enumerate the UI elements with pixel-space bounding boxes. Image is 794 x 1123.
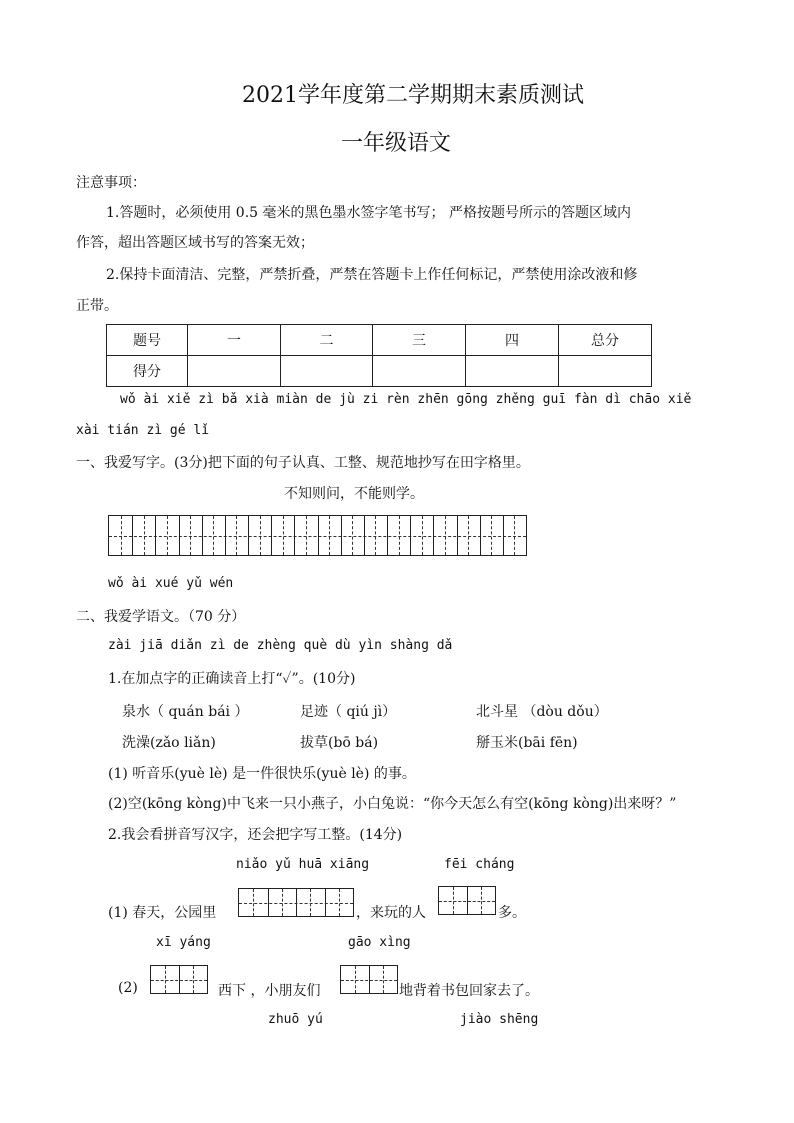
answer-grid-xiyang[interactable] — [150, 965, 208, 994]
score-table — [106, 324, 652, 387]
grid-guide-line — [491, 516, 492, 555]
grid-cell-border — [132, 516, 133, 555]
grid-cell-border — [457, 516, 458, 555]
grid-cell-border — [503, 516, 504, 555]
grid-cell-border — [179, 516, 180, 555]
grid-cell-border — [318, 516, 319, 555]
score-input-cell[interactable] — [559, 356, 652, 387]
section1-pinyin-line-2: xài tián zì gé lǐ — [76, 423, 210, 438]
writing-grid[interactable] — [108, 515, 527, 556]
table-row — [107, 356, 652, 387]
q1-pinyin: zài jiā diǎn zì de zhèng què dù yìn shàng dǎ — [108, 638, 453, 653]
grid-cell-border — [341, 516, 342, 555]
score-input-cell[interactable] — [466, 356, 559, 387]
grid-guide-line — [151, 980, 207, 981]
grid-guide-line — [375, 516, 376, 555]
q2-pinyin: jiào shēng — [460, 1012, 539, 1027]
grid-cell-border — [433, 516, 434, 555]
grid-cell-border — [225, 516, 226, 555]
q2-line1-start: (1) 春天，公园里 — [108, 905, 217, 921]
table-header-cell: 总分 — [559, 325, 652, 356]
q1-sentence-1: (1) 听音乐(yuè lè) 是一件很快乐(yuè lè) 的事。 — [108, 766, 416, 782]
table-header-cell: 四 — [466, 325, 559, 356]
grid-guide-line — [329, 516, 330, 555]
grid-cell-border — [387, 516, 388, 555]
note-1-line-1: 1.答题时，必须使用 0.5 毫米的黑色墨水签字笔书写； 严格按题号所示的答题区域内 — [106, 205, 631, 221]
notes-heading: 注意事项： — [76, 175, 146, 191]
q2-line2-mid: 西下 ，小朋友们 — [218, 983, 321, 999]
q2-pinyin: xī yáng — [156, 935, 211, 950]
table-header-cell: 三 — [373, 325, 466, 356]
grid-guide-line — [306, 516, 307, 555]
q1-item: 足迹（ qiú jì） — [300, 704, 397, 720]
q1-item: 洗澡(zǎo liǎn) — [122, 735, 216, 751]
section1-sentence: 不知则问，不能则学。 — [284, 486, 424, 502]
grid-guide-line — [236, 516, 237, 555]
grid-guide-line — [144, 516, 145, 555]
grid-guide-line — [468, 516, 469, 555]
q2-pinyin: fēi cháng — [444, 857, 515, 872]
q2-line1-mid: ，来玩的人 — [356, 905, 426, 921]
grid-guide-line — [422, 516, 423, 555]
q1-item: 掰玉米(bāi fēn) — [476, 735, 578, 751]
q1-item: 泉水（ quán bái ） — [122, 704, 249, 720]
grid-guide-line — [445, 516, 446, 555]
grid-cell-border — [410, 516, 411, 555]
q2-pinyin: niǎo yǔ huā xiāng — [236, 857, 370, 872]
table-header-cell: 二 — [281, 325, 373, 356]
score-input-cell[interactable] — [188, 356, 281, 387]
score-input-cell[interactable] — [373, 356, 466, 387]
grid-cell-border — [294, 516, 295, 555]
table-header-cell: 一 — [188, 325, 281, 356]
q1-title: 1.在加点字的正确读音上打“✓”。(10分) — [108, 671, 356, 687]
exam-title: 2021学年度第二学期期末素质测试 — [242, 83, 584, 108]
note-2-line-2: 正带。 — [76, 298, 118, 314]
answer-grid-gaoxing[interactable] — [340, 965, 398, 994]
grid-cell-border — [480, 516, 481, 555]
q1-sentence-2: (2)空(kōng kòng)中飞来一只小燕子，小白兔说：“你今天怎么有空(kōng kòng)出来呀？” — [108, 796, 677, 812]
grid-guide-line — [352, 516, 353, 555]
note-1-line-2: 作答，超出答题区域书写的答案无效； — [76, 235, 314, 251]
grid-cell-border — [271, 516, 272, 555]
grid-guide-line — [167, 516, 168, 555]
q2-pinyin: zhuō yú — [268, 1012, 323, 1027]
grid-guide-line — [399, 516, 400, 555]
grid-cell-border — [155, 516, 156, 555]
grid-cell-border — [248, 516, 249, 555]
grid-guide-line — [439, 901, 495, 902]
grid-guide-line — [260, 516, 261, 555]
grid-cell-border — [202, 516, 203, 555]
q2-line1-end: 多。 — [498, 905, 526, 921]
section2-pinyin-heading: wǒ ài xué yǔ wén — [108, 576, 234, 591]
answer-grid-feichang[interactable] — [438, 886, 496, 915]
q1-item: 拔草(bō bá) — [300, 735, 379, 751]
answer-grid-niaoyuhuaxiang[interactable] — [238, 888, 354, 917]
section2-heading: 二、我爱学语文。（70 分） — [76, 609, 246, 625]
grid-guide-line — [121, 516, 122, 555]
grid-guide-line — [341, 980, 397, 981]
grid-guide-line — [239, 903, 353, 904]
grid-cell-border — [364, 516, 365, 555]
grid-guide-line — [190, 516, 191, 555]
q2-pinyin: gāo xìng — [348, 935, 411, 950]
table-row — [107, 325, 652, 356]
note-2-line-1: 2.保持卡面清洁、完整，严禁折叠，严禁在答题卡上作任何标记，严禁使用涂改液和修 — [106, 267, 638, 283]
table-header-cell: 题号 — [107, 325, 188, 356]
q2-line2-end: 地背着书包回家去了。 — [399, 983, 539, 999]
grid-guide-line — [213, 516, 214, 555]
section1-heading: 一、我爱写字。(3分)把下面的句子认真、工整、规范地抄写在田字格里。 — [76, 455, 530, 471]
q2-title: 2.我会看拼音写汉字，还会把字写工整。(14分) — [108, 827, 403, 843]
section1-pinyin-line-1: wǒ ài xiě zì bǎ xià miàn de jù zi rèn zhēn gōng zhěng guī fàn dì chāo xiě — [120, 392, 692, 407]
q2-line2-start: (2) — [118, 980, 138, 996]
grid-guide-line — [283, 516, 284, 555]
grid-guide-line — [514, 516, 515, 555]
q1-item: 北斗星 （dòu dǒu） — [476, 704, 608, 720]
score-input-cell[interactable] — [281, 356, 373, 387]
exam-subtitle: 一年级语文 — [341, 131, 452, 156]
table-cell: 得分 — [107, 356, 188, 387]
